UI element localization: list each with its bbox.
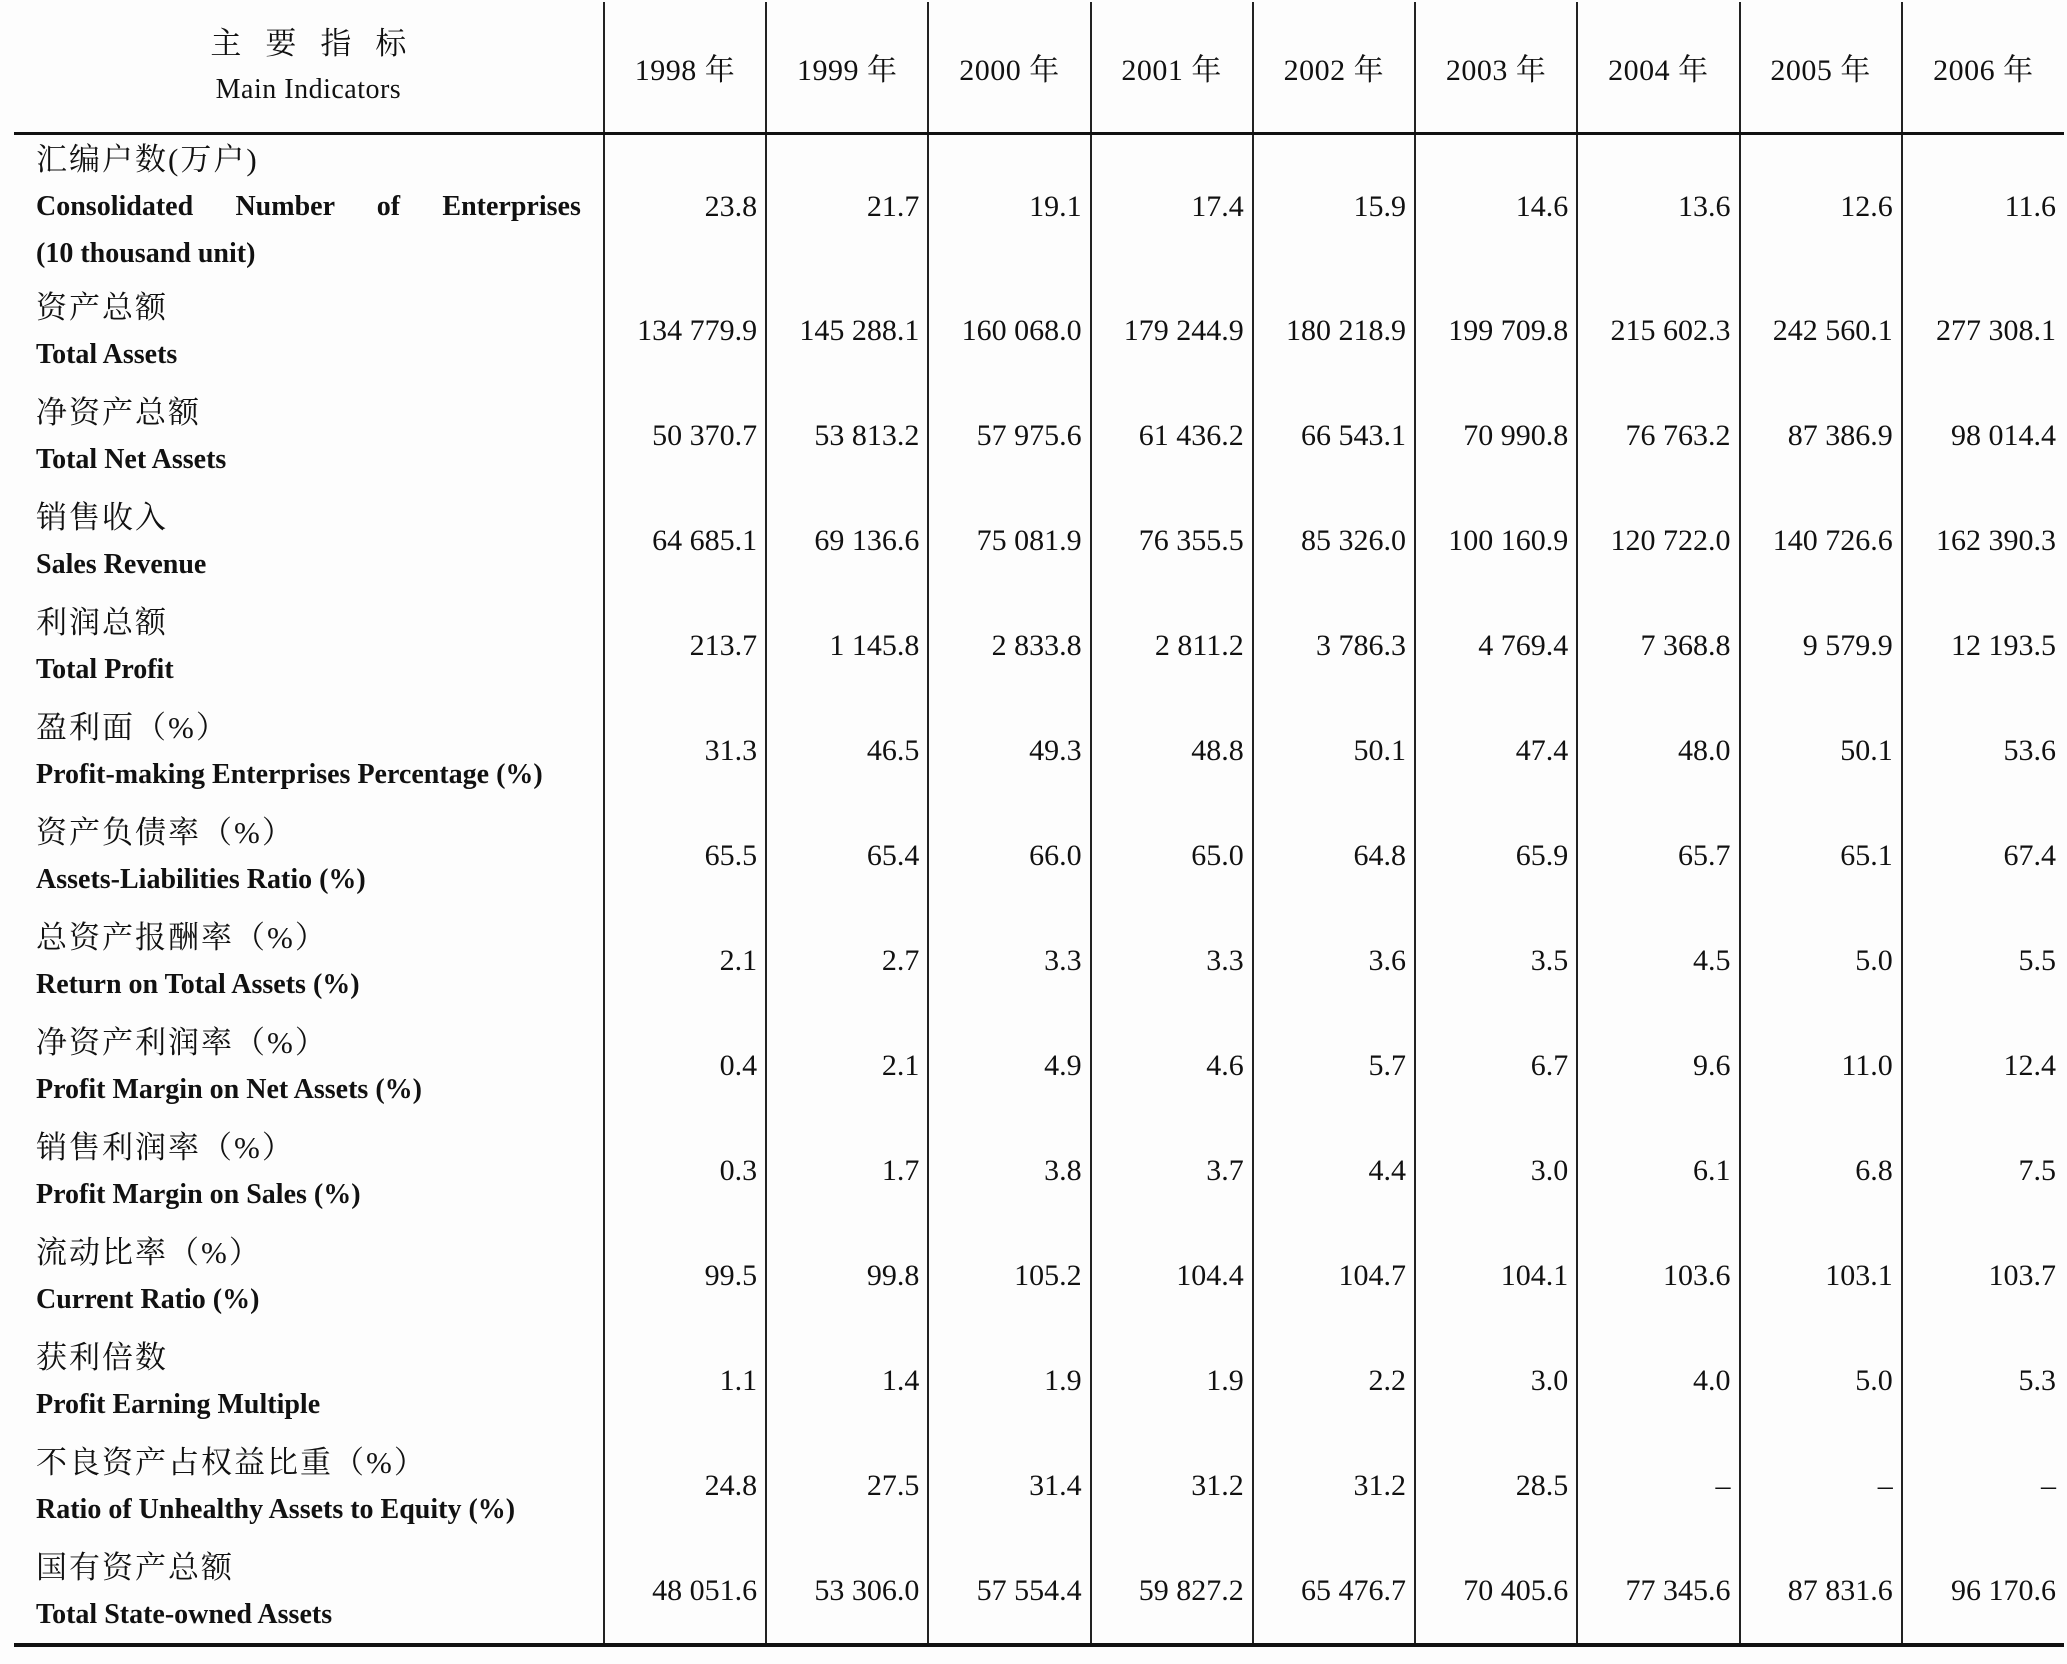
row-label-en: Ratio of Unhealthy Assets to Equity (%) (36, 1493, 516, 1525)
row-label-zh: 流动比率（%） (36, 1234, 262, 1270)
cell-value: 76 763.2 (1577, 383, 1739, 488)
cell-value: 11.6 (1902, 134, 2064, 279)
cell-value: 103.7 (1902, 1223, 2064, 1328)
row-label-en: Current Ratio (%) (36, 1283, 260, 1315)
row-label-en: Profit-making Enterprises Percentage (%) (36, 758, 543, 790)
cell-value: 87 386.9 (1740, 383, 1902, 488)
cell-value: 140 726.6 (1740, 488, 1902, 593)
cell-value: 61 436.2 (1091, 383, 1253, 488)
table-row-current-ratio (14, 1223, 2064, 1328)
row-label (14, 803, 604, 908)
cell-value: 65.9 (1415, 803, 1577, 908)
row-label-en: Return on Total Assets (%) (36, 968, 360, 1000)
cell-value: 50 370.7 (604, 383, 766, 488)
cell-value: 53 306.0 (766, 1538, 928, 1645)
cell-value: 2.1 (766, 1013, 928, 1118)
row-label (14, 383, 604, 488)
cell-value: 104.4 (1091, 1223, 1253, 1328)
row-label (14, 698, 604, 803)
row-label-en: Profit Margin on Net Assets (%) (36, 1073, 422, 1105)
cell-value: 3.0 (1415, 1328, 1577, 1433)
cell-value: 3.5 (1415, 908, 1577, 1013)
cell-value: 66 543.1 (1253, 383, 1415, 488)
cell-value: 6.7 (1415, 1013, 1577, 1118)
cell-value: 5.7 (1253, 1013, 1415, 1118)
row-label-zh: 获利倍数 (36, 1339, 168, 1375)
cell-value: 87 831.6 (1740, 1538, 1902, 1645)
cell-value: 65.0 (1091, 803, 1253, 908)
cell-value: 67.4 (1902, 803, 2064, 908)
cell-value: 104.7 (1253, 1223, 1415, 1328)
cell-value: 100 160.9 (1415, 488, 1577, 593)
table-row-profit-earning-multiple (14, 1328, 2064, 1433)
cell-value: 27.5 (766, 1433, 928, 1538)
cell-value: 2.7 (766, 908, 928, 1013)
row-label-en: Total Profit (36, 653, 174, 685)
cell-value: 98 014.4 (1902, 383, 2064, 488)
cell-value: 66.0 (928, 803, 1090, 908)
cell-value: 3.7 (1091, 1118, 1253, 1223)
header-main-indicators (14, 2, 604, 134)
header-row (14, 2, 2064, 134)
table-row-sales-revenue (14, 488, 2064, 593)
cell-value: 1.9 (928, 1328, 1090, 1433)
cell-value: 76 355.5 (1091, 488, 1253, 593)
table-header (14, 2, 2064, 134)
table-row-total-assets (14, 278, 2064, 383)
cell-value: 0.3 (604, 1118, 766, 1223)
cell-value: 50.1 (1253, 698, 1415, 803)
table-row-total-profit (14, 593, 2064, 698)
cell-value: 3 786.3 (1253, 593, 1415, 698)
cell-value: 4.4 (1253, 1118, 1415, 1223)
row-label-zh: 销售收入 (36, 499, 168, 535)
cell-value: 105.2 (928, 1223, 1090, 1328)
cell-value: 2 833.8 (928, 593, 1090, 698)
row-label (14, 593, 604, 698)
header-year-2000: 2000 年 (928, 2, 1090, 134)
cell-value: 6.1 (1577, 1118, 1739, 1223)
row-label (14, 134, 604, 279)
cell-value: 17.4 (1091, 134, 1253, 279)
row-label-zh: 净资产利润率（%） (36, 1024, 328, 1060)
row-label-zh: 资产总额 (36, 289, 168, 325)
cell-value: 48.0 (1577, 698, 1739, 803)
cell-value: 5.3 (1902, 1328, 2064, 1433)
cell-value: 3.0 (1415, 1118, 1577, 1223)
cell-value: 11.0 (1740, 1013, 1902, 1118)
cell-value: 103.6 (1577, 1223, 1739, 1328)
cell-value: 213.7 (604, 593, 766, 698)
cell-value: 75 081.9 (928, 488, 1090, 593)
cell-value: 99.5 (604, 1223, 766, 1328)
row-label-en: Profit Margin on Sales (%) (36, 1178, 361, 1210)
table-body (14, 134, 2064, 1646)
cell-value: 49.3 (928, 698, 1090, 803)
cell-value: 242 560.1 (1740, 278, 1902, 383)
cell-value: 64.8 (1253, 803, 1415, 908)
table-row-total-net-assets (14, 383, 2064, 488)
cell-value: 9.6 (1577, 1013, 1739, 1118)
cell-value: 2.2 (1253, 1328, 1415, 1433)
cell-value: 277 308.1 (1902, 278, 2064, 383)
row-label-en: Total Assets (36, 338, 178, 370)
cell-value: 2 811.2 (1091, 593, 1253, 698)
cell-value: 28.5 (1415, 1433, 1577, 1538)
cell-value: 47.4 (1415, 698, 1577, 803)
table-row-assets-liabilities-ratio (14, 803, 2064, 908)
row-label-en: Consolidated Number of Enterprises (36, 191, 581, 222)
table-row-consolidated-number-of-enterprises (14, 134, 2064, 279)
row-label-zh: 利润总额 (36, 604, 168, 640)
row-label (14, 278, 604, 383)
cell-value: 4.5 (1577, 908, 1739, 1013)
cell-value: 48.8 (1091, 698, 1253, 803)
cell-value: 59 827.2 (1091, 1538, 1253, 1645)
cell-value: 13.6 (1577, 134, 1739, 279)
cell-value: 3.3 (1091, 908, 1253, 1013)
header-year-2004: 2004 年 (1577, 2, 1739, 134)
cell-value: 6.8 (1740, 1118, 1902, 1223)
cell-value: 0.4 (604, 1013, 766, 1118)
cell-value: 31.2 (1091, 1433, 1253, 1538)
cell-value: – (1902, 1433, 2064, 1538)
table-row-return-on-total-assets (14, 908, 2064, 1013)
cell-value: 12.4 (1902, 1013, 2064, 1118)
cell-value: 64 685.1 (604, 488, 766, 593)
cell-value: 31.2 (1253, 1433, 1415, 1538)
table-row-profit-making-percentage (14, 698, 2064, 803)
header-year-2006: 2006 年 (1902, 2, 2064, 134)
cell-value: 19.1 (928, 134, 1090, 279)
row-label-en: Total State-owned Assets (36, 1598, 333, 1630)
header-year-1999: 1999 年 (766, 2, 928, 134)
cell-value: 46.5 (766, 698, 928, 803)
header-label-en: Main Indicators (215, 74, 402, 105)
header-year-2003: 2003 年 (1415, 2, 1577, 134)
header-year-2005: 2005 年 (1740, 2, 1902, 134)
table-row-unhealthy-assets-ratio (14, 1433, 2064, 1538)
row-label (14, 1223, 604, 1328)
cell-value: 120 722.0 (1577, 488, 1739, 593)
cell-value: 145 288.1 (766, 278, 928, 383)
row-label-en-unit: (10 thousand unit) (36, 238, 256, 269)
cell-value: 65.7 (1577, 803, 1739, 908)
cell-value: 65.5 (604, 803, 766, 908)
cell-value: 160 068.0 (928, 278, 1090, 383)
row-label (14, 1433, 604, 1538)
cell-value: 180 218.9 (1253, 278, 1415, 383)
cell-value: 1.7 (766, 1118, 928, 1223)
row-label (14, 1013, 604, 1118)
cell-value: 65.4 (766, 803, 928, 908)
cell-value: 4.0 (1577, 1328, 1739, 1433)
row-label-en: Sales Revenue (36, 548, 207, 580)
cell-value: 99.8 (766, 1223, 928, 1328)
cell-value: 57 975.6 (928, 383, 1090, 488)
cell-value: 57 554.4 (928, 1538, 1090, 1645)
cell-value: 53 813.2 (766, 383, 928, 488)
row-label-en: Profit Earning Multiple (36, 1388, 321, 1420)
cell-value: 1.1 (604, 1328, 766, 1433)
cell-value: 96 170.6 (1902, 1538, 2064, 1645)
cell-value: 2.1 (604, 908, 766, 1013)
row-label-zh: 总资产报酬率（%） (36, 919, 328, 955)
cell-value: 5.0 (1740, 908, 1902, 1013)
header-year-2001: 2001 年 (1091, 2, 1253, 134)
cell-value: 14.6 (1415, 134, 1577, 279)
cell-value: 85 326.0 (1253, 488, 1415, 593)
header-label-zh: 主要指标 (210, 26, 431, 61)
cell-value: 69 136.6 (766, 488, 928, 593)
cell-value: 215 602.3 (1577, 278, 1739, 383)
cell-value: 5.0 (1740, 1328, 1902, 1433)
cell-value: 65 476.7 (1253, 1538, 1415, 1645)
cell-value: 103.1 (1740, 1223, 1902, 1328)
cell-value: 7.5 (1902, 1118, 2064, 1223)
cell-value: 31.3 (604, 698, 766, 803)
cell-value: 7 368.8 (1577, 593, 1739, 698)
row-label-zh: 净资产总额 (36, 394, 201, 430)
cell-value: 23.8 (604, 134, 766, 279)
cell-value: 77 345.6 (1577, 1538, 1739, 1645)
cell-value: 50.1 (1740, 698, 1902, 803)
row-label-zh: 盈利面（%） (36, 709, 229, 745)
cell-value: 3.6 (1253, 908, 1415, 1013)
cell-value: 1 145.8 (766, 593, 928, 698)
cell-value: 4.6 (1091, 1013, 1253, 1118)
table-row-profit-margin-sales (14, 1118, 2064, 1223)
row-label-zh: 国有资产总额 (36, 1549, 234, 1585)
cell-value: 3.8 (928, 1118, 1090, 1223)
table-row-profit-margin-net-assets (14, 1013, 2064, 1118)
row-label (14, 1538, 604, 1645)
row-label (14, 1328, 604, 1433)
cell-value: 24.8 (604, 1433, 766, 1538)
header-year-2002: 2002 年 (1253, 2, 1415, 134)
cell-value: 1.9 (1091, 1328, 1253, 1433)
cell-value: 162 390.3 (1902, 488, 2064, 593)
cell-value: 9 579.9 (1740, 593, 1902, 698)
cell-value: 15.9 (1253, 134, 1415, 279)
row-label-zh: 不良资产占权益比重（%） (36, 1444, 427, 1480)
cell-value: 12 193.5 (1902, 593, 2064, 698)
cell-value: 134 779.9 (604, 278, 766, 383)
cell-value: 4.9 (928, 1013, 1090, 1118)
row-label-en: Total Net Assets (36, 443, 227, 475)
row-label (14, 908, 604, 1013)
row-label (14, 1118, 604, 1223)
header-year-1998: 1998 年 (604, 2, 766, 134)
row-label-en: Assets-Liabilities Ratio (%) (36, 863, 366, 895)
cell-value: 48 051.6 (604, 1538, 766, 1645)
cell-value: 53.6 (1902, 698, 2064, 803)
table-row-total-state-owned-assets (14, 1538, 2064, 1645)
cell-value: 12.6 (1740, 134, 1902, 279)
cell-value: 65.1 (1740, 803, 1902, 908)
cell-value: 3.3 (928, 908, 1090, 1013)
row-label-zh: 销售利润率（%） (36, 1129, 295, 1165)
cell-value: – (1577, 1433, 1739, 1538)
row-label-zh: 汇编户数(万户) (36, 142, 259, 177)
cell-value: 31.4 (928, 1433, 1090, 1538)
row-label-zh: 资产负债率（%） (36, 814, 295, 850)
cell-value: 179 244.9 (1091, 278, 1253, 383)
cell-value: 4 769.4 (1415, 593, 1577, 698)
cell-value: 70 990.8 (1415, 383, 1577, 488)
cell-value: 104.1 (1415, 1223, 1577, 1328)
cell-value: 5.5 (1902, 908, 2064, 1013)
main-indicators-table (14, 2, 2064, 1647)
cell-value: 199 709.8 (1415, 278, 1577, 383)
cell-value: 70 405.6 (1415, 1538, 1577, 1645)
cell-value: 21.7 (766, 134, 928, 279)
cell-value: – (1740, 1433, 1902, 1538)
row-label (14, 488, 604, 593)
cell-value: 1.4 (766, 1328, 928, 1433)
